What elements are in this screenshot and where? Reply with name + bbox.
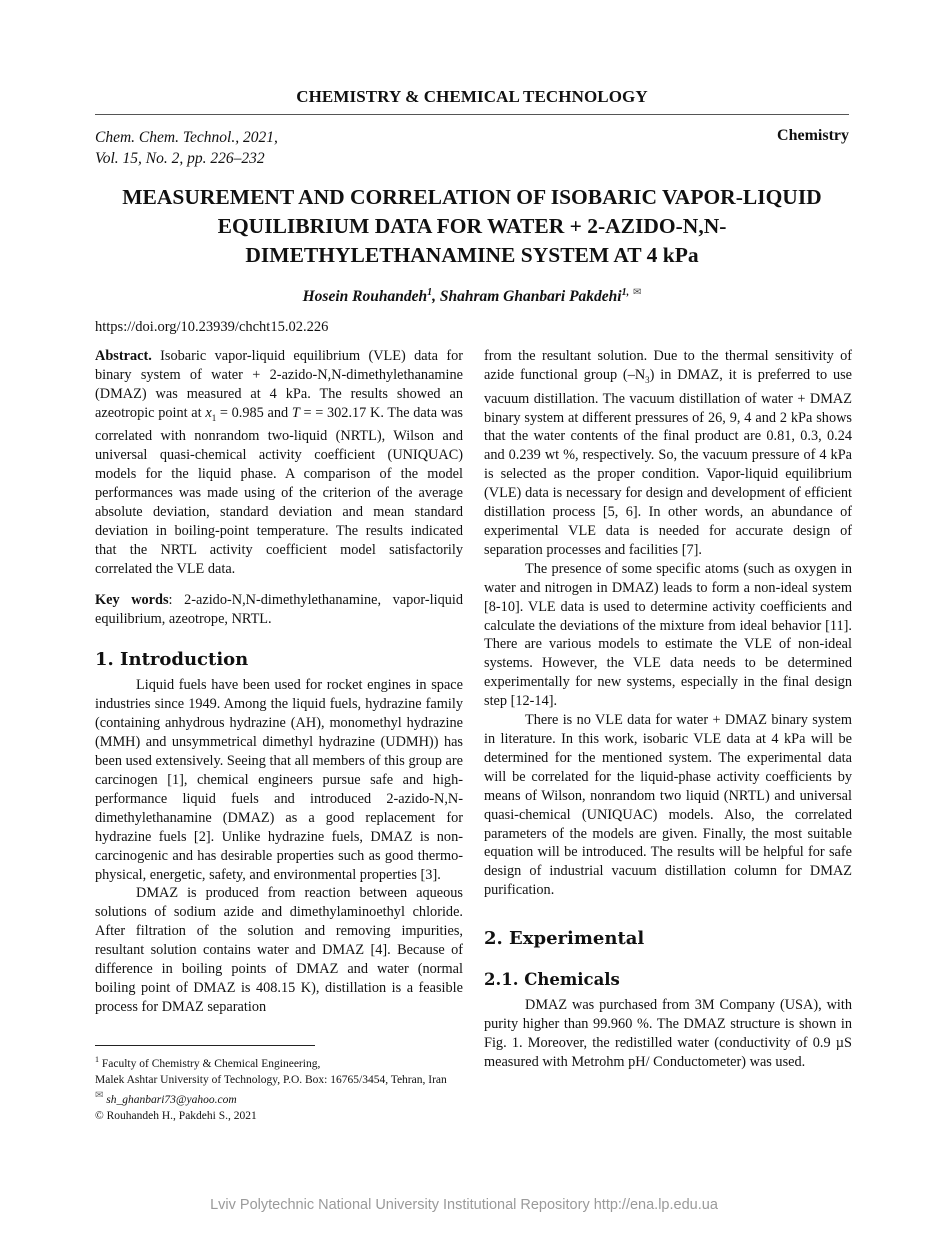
paragraph-text: from the resultant solution. Due to the thermal sensitivity of azide functional group (–N <box>484 348 852 383</box>
section-label: Chemistry <box>777 127 849 144</box>
keywords <box>95 591 463 629</box>
article-title: MEASUREMENT AND CORRELATION OF ISOBARIC VAPOR-LIQUID EQUILIBRIUM DATA FOR WATER + 2-AZIDO-N,N-DIMETHYLETHANAMINE SYSTEM AT 4 kPa <box>122 185 822 267</box>
abstract <box>95 347 463 579</box>
affiliation-line: Malek Ashtar University of Technology, P.O. Box: 16765/3454, Tehran, Iran <box>95 1073 447 1086</box>
var-t: T <box>291 404 300 421</box>
citation <box>95 127 278 169</box>
paragraph: DMAZ is produced from reaction between aqueous solutions of sodium azide and dimethylaminoethyl chloride. After filtration of the solution and removing impurities, resultant solution contains water and DMAZ [4]. Because of difference in boiling points of DMAZ and water (normal boiling point of DMAZ is 408.15 K), distillation is a feasible process for DMAZ separation <box>95 885 463 1015</box>
left-column <box>95 347 463 1017</box>
subscript: 3 <box>645 374 650 385</box>
email-link[interactable]: sh_ghanbari73@yahoo.com <box>106 1093 237 1106</box>
author-name: Shahram Ghanbari Pakdehi <box>439 288 622 306</box>
author-list <box>95 287 849 306</box>
paragraph: Liquid fuels have been used for rocket engines in space industries since 1949. Among the liquid fuels, hydrazine family (containing anhydrous hydrazine (AH), monomethyl hydrazine (MMH) and unsymmetrical dimethyl hydrazine (UDMH)) has been used extensively. Seeing that all members of this group are carcinogen [1], chemical engineers pursue safe and high-performance liquid fuels and introduced 2-azido-N,N-dimethylethanamine (DMAZ) as a good replacement for hydrazine fuels [2]. Unlike hydrazine fuels, DMAZ is non-carcinogenic and has desirable properties such as good thermo-physical, energetic, safety, and environmental properties [3]. <box>95 677 463 883</box>
copyright: © Rouhandeh H., Pakdehi S., 2021 <box>95 1109 257 1122</box>
section-heading-introduction: 1. Introduction <box>95 648 249 670</box>
affiliation-mark: 1, <box>621 287 630 298</box>
affiliation-footnote <box>95 1052 465 1072</box>
author-name: Hosein Rouhandeh <box>302 288 428 306</box>
footnote-divider <box>95 1045 315 1046</box>
affiliation-mark: 1 <box>95 1055 99 1064</box>
repository-footer: Lviv Polytechnic National University Institutional Repository http://ena.lp.edu.ua <box>210 1197 718 1213</box>
var-x-subscript: 1 <box>211 412 217 423</box>
citation-line-2: Vol. 15, No. 2, pp. 226–232 <box>95 150 265 167</box>
author-separator: , <box>432 288 440 306</box>
section-heading-experimental: 2. Experimental <box>484 928 645 950</box>
email-line <box>95 1088 465 1108</box>
right-column <box>484 347 852 1072</box>
paragraph: There is no VLE data for water + DMAZ binary system in literature. In this work, isobaric VLE data at 4 kPa will be determined for the mentioned system. The experimental data will be correlated for the liquid-phase activity coefficients by means of Wilson, nonrandom two liquid (NRTL) and universal quasi-chemical (UNIQUAC) models. Also, the correlated parameters of the models are given. Finally, the most suitable equation will be introduced. The results will be helpful for safe design of industrial vacuum distillation column for DMAZ purification. <box>484 712 852 899</box>
doi-link[interactable]: https://doi.org/10.23939/chcht15.02.226 <box>95 319 329 335</box>
affiliation-line: Faculty of Chemistry & Chemical Engineering, <box>101 1057 321 1070</box>
envelope-icon: ✉ <box>95 1089 104 1101</box>
footnotes <box>95 1052 465 1124</box>
paragraph <box>484 347 852 560</box>
var-x: x <box>205 404 212 421</box>
abstract-label: Abstract. <box>95 348 152 364</box>
abstract-text: Isobaric vapor-liquid equilibrium (VLE) data for binary system of water + 2-azido-N,N-dimethylethanamine (DMAZ) was measured at 4 kPa. The results showed an azeotropic point at <box>95 348 463 421</box>
envelope-icon[interactable]: ✉ <box>632 287 642 298</box>
keywords-label: Key words <box>95 591 169 608</box>
paragraph: DMAZ was purchased from 3M Company (USA), with purity higher than 99.960 %. The DMAZ structure is shown in Fig. 1. Moreover, the redistilled water (conductivity of 0.9 µS measured with Metrohm pH/ Conductometer) was used. <box>484 996 852 1070</box>
abstract-text: = 0.985 and <box>216 404 292 421</box>
affiliation-mark: 1 <box>427 287 433 298</box>
paragraph: The presence of some specific atoms (such as oxygen in water and nitrogen in DMAZ) leads to form a non-ideal system [8-10]. VLE data is used to determine activity coefficients and calculate the deviations of the mixture from ideal behavior [11]. There are various models to estimate the VLE of non-ideal systems. However, the VLE data needs to be determined experimentally for new systems, especially in the final design step [12-14]. <box>484 560 852 710</box>
keywords-text: : 2-azido-N,N-dimethylethanamine, vapor-liquid equilibrium, azeotrope, NRTL. <box>95 591 463 627</box>
header-divider <box>95 114 849 115</box>
subsection-heading-chemicals: 2.1. Chemicals <box>484 970 620 990</box>
paragraph-text: ) in DMAZ, it is preferred to use vacuum distillation. The vacuum distillation of water + DMAZ binary system at different pressures of 26, 9, 4 and 2 kPa shows that the water contents of the final product are 0.81, 0.3, 0.24 and 0.239 wt %, respectively. So, the vacuum pressure of 4 kPa is selected as the proper condition. Vapor-liquid equilibrium (VLE) data is necessary for design and development of efficient distillation process [5, 6]. In other words, an abundance of experimental VLE data is needed for accurate design of separation processes and facilities [7]. <box>484 366 852 558</box>
journal-header: CHEMISTRY & CHEMICAL TECHNOLOGY <box>296 87 648 106</box>
citation-line-1: Chem. Chem. Technol., 2021, <box>95 129 278 146</box>
abstract-text: = = 302.17 K. The data was correlated with nonrandom two-liquid (NRTL), Wilson and universal quasi-chemical activity coefficient (UNIQUAC) models for the liquid phase. A comparison of the model performances was made using of the criterion of the average absolute deviation, standard deviation and mean standard deviation in boiling-point temperature. The results indicated that the NRTL activity coefficient model satisfactorily correlated the VLE data. <box>95 404 464 577</box>
